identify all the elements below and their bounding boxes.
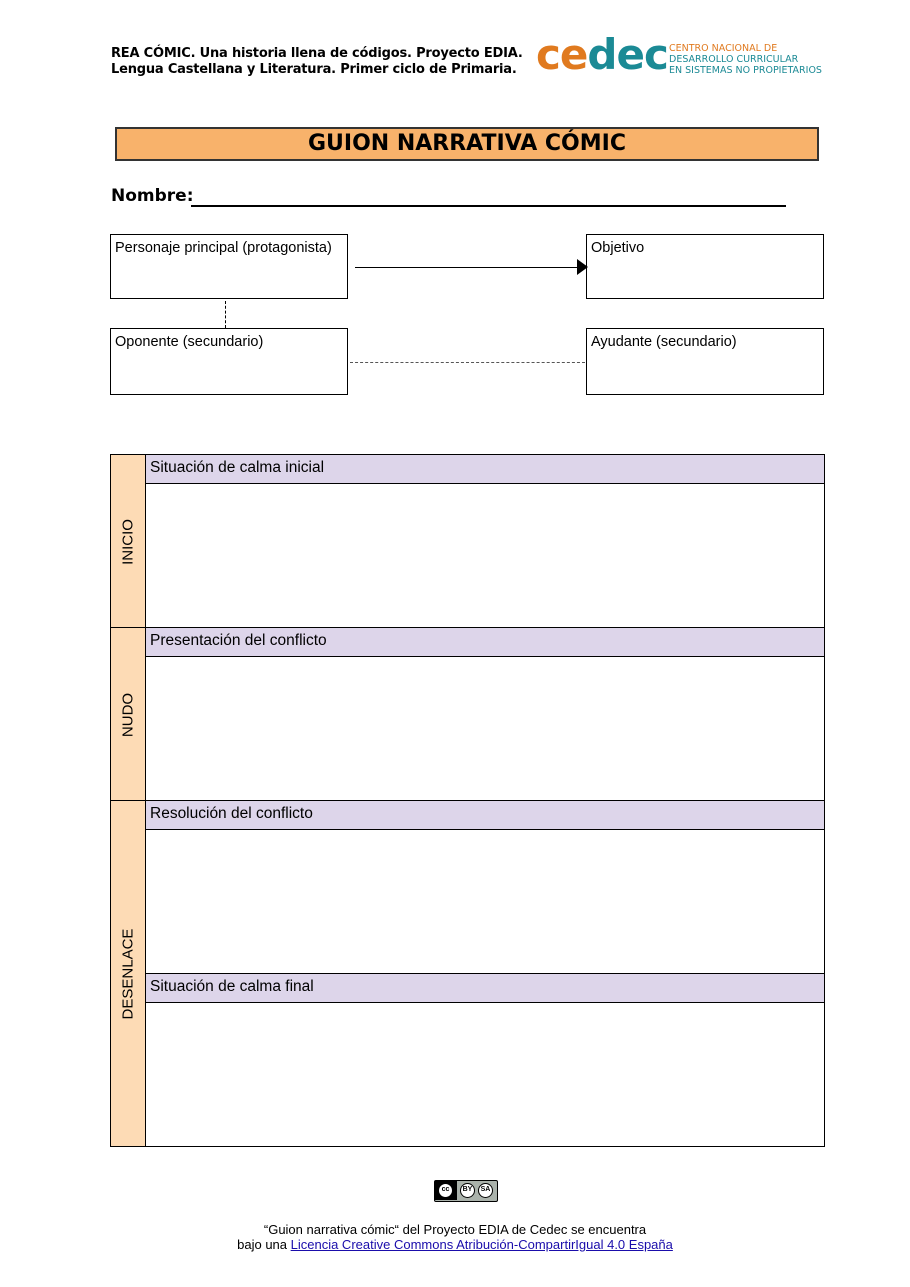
- row-header-calma-inicial: Situación de calma inicial: [146, 455, 824, 484]
- cc-icon: cc: [438, 1183, 453, 1198]
- writing-area-resolucion[interactable]: [146, 830, 824, 974]
- opponent-helper-connector: [350, 362, 585, 363]
- helper-label: Ayudante (secundario): [591, 334, 737, 350]
- page-title: GUION NARRATIVA CÓMIC: [115, 127, 819, 161]
- writing-area-calma-final[interactable]: [146, 1003, 824, 1146]
- section-label-desenlace: [111, 801, 146, 1146]
- story-structure-table: [110, 454, 825, 1147]
- name-label: Nombre:: [111, 186, 194, 206]
- section-label-text: DESENLACE: [119, 928, 137, 1019]
- row-header-calma-final: Situación de calma final: [146, 974, 824, 1003]
- row-header-resolucion: Resolución del conflicto: [146, 801, 824, 830]
- name-input-line[interactable]: [191, 205, 786, 207]
- logo-subtitle: [669, 43, 822, 76]
- protagonist-opponent-connector: [225, 301, 226, 328]
- writing-area-conflicto[interactable]: [146, 657, 824, 801]
- header-line-1: REA CÓMIC. Una historia llena de códigos. Proyecto EDIA.: [111, 46, 523, 61]
- logo-wordmark-teal: dec: [587, 30, 668, 79]
- logo-subtitle-line-1: CENTRO NACIONAL DE: [669, 43, 778, 54]
- footer-line-2-prefix: bajo una: [237, 1237, 291, 1252]
- section-label-text: INICIO: [119, 518, 137, 565]
- row-header-conflicto: Presentación del conflicto: [146, 628, 824, 657]
- cedec-logo: [536, 30, 826, 84]
- section-label-nudo: [111, 628, 146, 801]
- logo-wordmark: [536, 32, 668, 78]
- logo-subtitle-line-2: DESARROLLO CURRICULAR: [669, 54, 799, 65]
- footer-line-1: “Guion narrativa cómic“ del Proyecto EDIA de Cedec se encuentra: [263, 1222, 647, 1237]
- sa-icon: SA: [478, 1183, 493, 1198]
- section-label-text: NUDO: [119, 692, 137, 737]
- opponent-label: Oponente (secundario): [115, 334, 264, 350]
- by-icon: BY: [460, 1183, 475, 1198]
- license-link[interactable]: Licencia Creative Commons Atribución-CompartirIgual 4.0 España: [290, 1237, 673, 1252]
- footer-line-2: [0, 1237, 910, 1252]
- objective-label: Objetivo: [591, 240, 645, 256]
- objective-box[interactable]: [586, 234, 824, 299]
- helper-box[interactable]: [586, 328, 824, 395]
- header-line-2: Lengua Castellana y Literatura. Primer ciclo de Primaria.: [111, 62, 517, 77]
- protagonist-objective-connector: [355, 267, 579, 268]
- opponent-box[interactable]: [110, 328, 348, 395]
- logo-wordmark-orange: ce: [536, 30, 588, 79]
- arrow-head-icon: [577, 259, 588, 275]
- cc-license-badge-icon[interactable]: [434, 1180, 498, 1202]
- protagonist-box[interactable]: [110, 234, 348, 299]
- license-footer: [0, 1222, 910, 1252]
- section-label-inicio: [111, 455, 146, 628]
- logo-subtitle-line-3: EN SISTEMAS NO PROPIETARIOS: [669, 65, 822, 76]
- document-header: [111, 46, 523, 78]
- writing-area-calma-inicial[interactable]: [146, 484, 824, 628]
- protagonist-label: Personaje principal (protagonista): [115, 240, 332, 256]
